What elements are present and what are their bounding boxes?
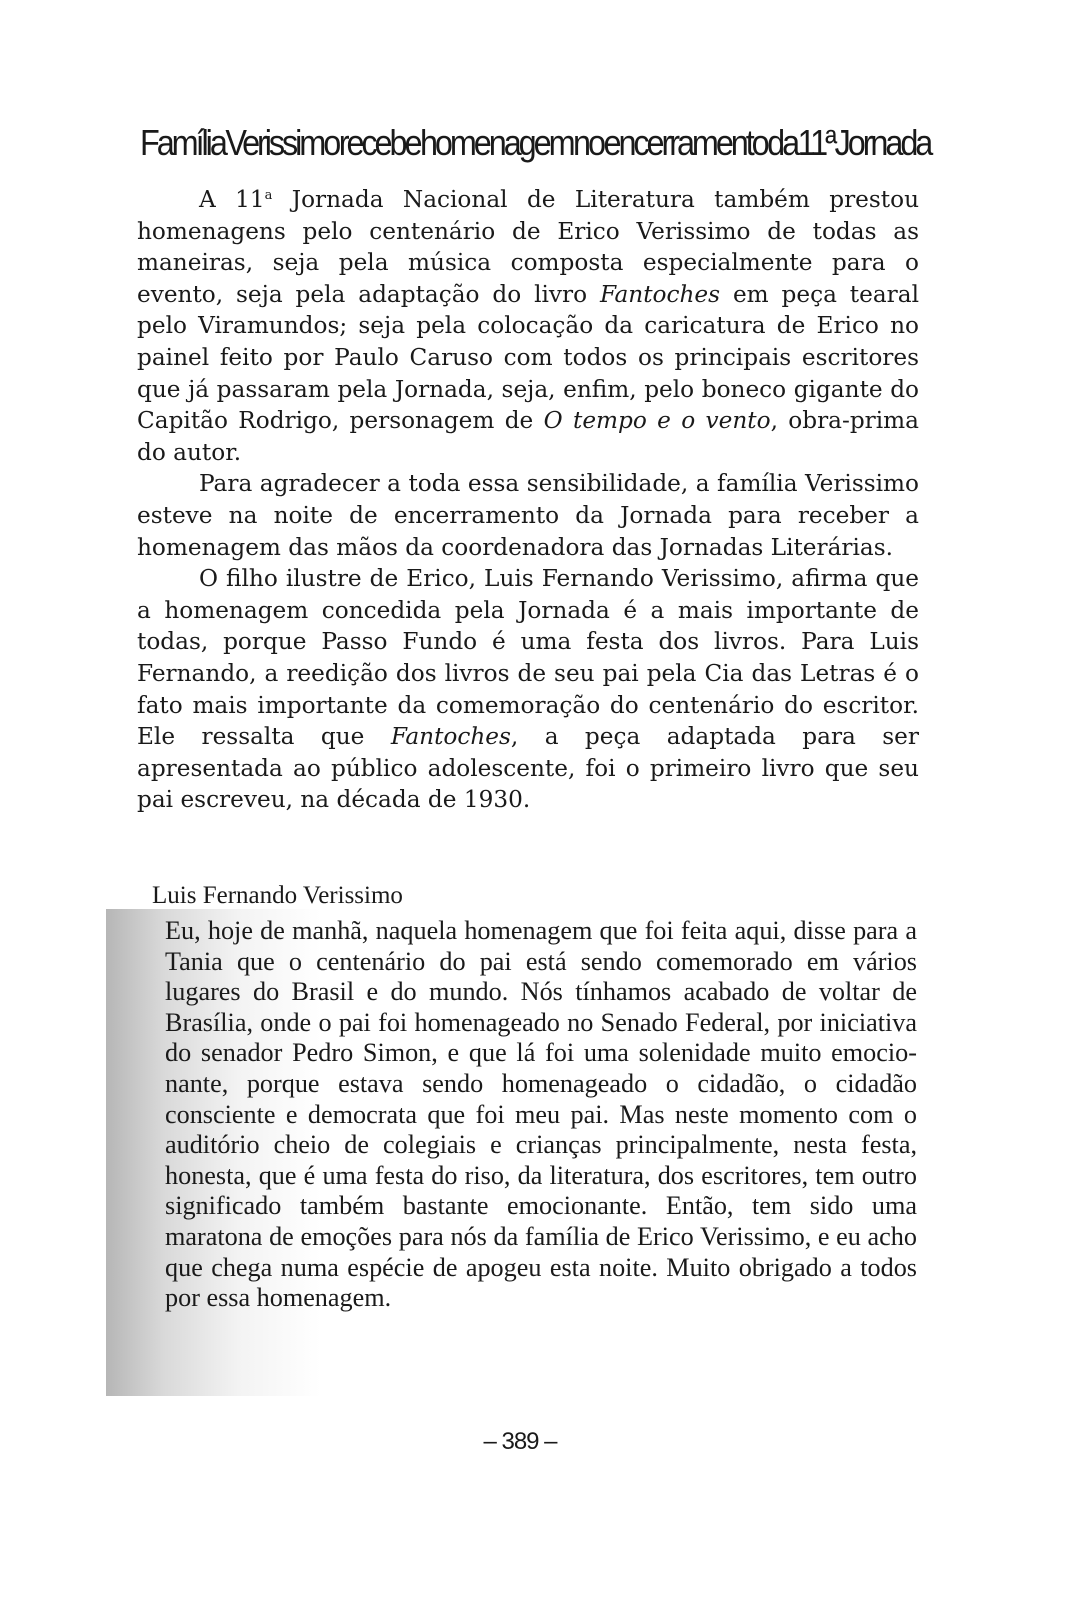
ordinal-superscript: a bbox=[264, 188, 273, 203]
intro-lead: A 11 bbox=[199, 186, 265, 213]
intro-text-1: Jornada Nacional de Literatura também prestou homenagens pelo centenário de Erico Verissimo de todas as maneiras, seja pela música composta especialmente para o evento, seja pela adaptação do livro bbox=[137, 186, 920, 308]
quote-text: Eu, hoje de manhã, naquela homenagem que foi feita aqui, disse para a Tania que o centenário do pai está sendo comemorado em vários lugares do Brasil e do mundo. Nós tínhamos acabado de voltar de Brasília, onde o pai foi homenageado no Senado Federal, por iniciativa do senador Pedro Simon, e que lá foi uma solenidade muito emocionante, porque estava sendo homenageado o cidadão, o cidadão consciente e democrata que foi meu pai. Mas neste momento com o auditório cheio de colegiais e crianças principalmente, nesta festa, honesta, que é uma festa do riso, da literatura, dos escritores, tem outro significado também bastante emocionante. Então, tem sido uma maratona de emoções para nós da família de Erico Verissimo, e eu acho que chega numa espécie de apogeu esta noite. Muito obrigado a todos por essa homenagem. bbox=[165, 916, 917, 1313]
page-number: – 389 – bbox=[483, 1428, 557, 1455]
paragraph-3-text-2: , a peça adaptada para ser apresentada ao público adolescente, foi o primeiro livro que seu pai escreveu, na década de 1930. bbox=[137, 723, 919, 814]
paragraph-3 bbox=[137, 563, 919, 816]
quote-speaker: Luis Fernando Verissimo bbox=[152, 882, 403, 909]
book-title-fantoches: Fantoches bbox=[599, 280, 721, 308]
paragraph-1 bbox=[137, 184, 919, 468]
paragraph-2: Para agradecer a toda essa sensibilidade, a família Verissimo esteve na noite de encerramento da Jornada para receber a homenagem das mãos da coordenadora das Jornadas Literárias. bbox=[137, 470, 919, 561]
intro-text-2: em peça tearal pelo Viramundos; seja pela colocação da caricatura de Erico no painel feito por Paulo Caruso com todos os principais escritores que já passaram pela Jornada, seja, enfim, pelo boneco gigante do Capitão Rodrigo, personagem de bbox=[137, 280, 919, 435]
article-body bbox=[137, 184, 919, 816]
intro-text-3: , obra-prima do autor. bbox=[137, 407, 919, 466]
quote-block bbox=[165, 916, 917, 1314]
book-title-o-tempo-e-o-vento: O tempo e o vento bbox=[543, 407, 771, 435]
book-title-fantoches-2: Fantoches bbox=[390, 723, 511, 751]
paragraph-3-text-1: O filho ilustre de Erico, Luis Fernando Verissimo, afirma que a homenagem concedida pela Jornada é a mais importante de todas, porque Passo Fundo é uma festa dos livros. Para Luis Fernando, a reedição dos livros de seu pai pela Cia das Letras é o fato mais importante da comemoração do centenário do escritor. Ele ressalta que bbox=[137, 565, 919, 751]
article-title: Família Verissimo recebe homenagem no encerramento da 11ª Jornada bbox=[140, 122, 931, 163]
